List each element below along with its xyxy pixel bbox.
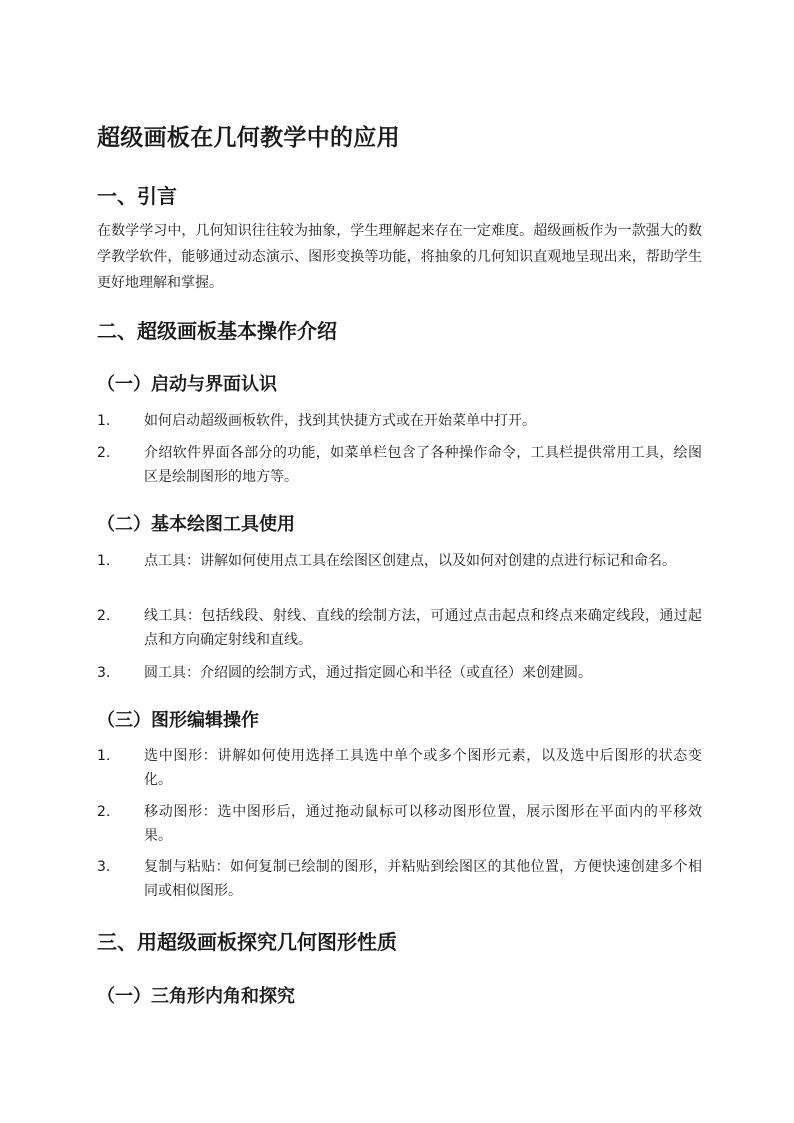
list-number: 2. bbox=[97, 608, 111, 624]
list-text: 移动图形：选中图形后，通过拖动鼠标可以移动图形位置，展示图形在平面内的平移效果。 bbox=[144, 804, 702, 844]
intro-paragraph: 在数学学习中，几何知识往往较为抽象，学生理解起来存在一定难度。超级画板作为一款强大的数学教学软件，能够通过动态演示、图形变换等功能，将抽象的几何知识直观地呈现出来，帮助学生更好地理解和掌握。 bbox=[97, 223, 702, 291]
list-text: 点工具：讲解如何使用点工具在绘图区创建点，以及如何对创建的点进行标记和命名。 bbox=[144, 553, 676, 569]
subsection-heading-startup: （一）启动与界面认识 bbox=[97, 374, 277, 395]
section-heading-explore: 三、用超级画板探究几何图形性质 bbox=[97, 930, 397, 954]
subsection-heading-editing: （三）图形编辑操作 bbox=[97, 710, 259, 731]
list-text: 复制与粘贴：如何复制已绘制的图形，并粘贴到绘图区的其他位置，方便快速创建多个相同或相似图形。 bbox=[144, 859, 702, 899]
section-heading-basic-ops: 二、超级画板基本操作介绍 bbox=[97, 319, 337, 343]
list-text: 介绍软件界面各部分的功能，如菜单栏包含了各种操作命令，工具栏提供常用工具，绘图区是绘制图形的地方等。 bbox=[144, 445, 702, 485]
list-text: 线工具：包括线段、射线、直线的绘制方法，可通过点击起点和终点来确定线段，通过起点和方向确定射线和直线。 bbox=[144, 608, 702, 648]
list-text: 如何启动超级画板软件，找到其快捷方式或在开始菜单中打开。 bbox=[144, 413, 536, 429]
list-number: 2. bbox=[97, 445, 111, 461]
list-number: 1. bbox=[97, 413, 111, 429]
document-title: 超级画板在几何教学中的应用 bbox=[97, 125, 400, 151]
list-number: 1. bbox=[97, 748, 111, 764]
list-text: 圆工具：介绍圆的绘制方式，通过指定圆心和半径（或直径）来创建圆。 bbox=[144, 665, 592, 681]
list-text: 选中图形：讲解如何使用选择工具选中单个或多个图形元素，以及选中后图形的状态变化。 bbox=[144, 748, 702, 788]
section-heading-intro: 一、引言 bbox=[97, 184, 177, 208]
list-number: 3. bbox=[97, 859, 111, 875]
list-number: 3. bbox=[97, 665, 111, 681]
list-number: 1. bbox=[97, 553, 111, 569]
list-number: 2. bbox=[97, 804, 111, 820]
subsection-heading-triangle: （一）三角形内角和探究 bbox=[97, 986, 295, 1007]
subsection-heading-drawing-tools: （二）基本绘图工具使用 bbox=[97, 514, 295, 535]
